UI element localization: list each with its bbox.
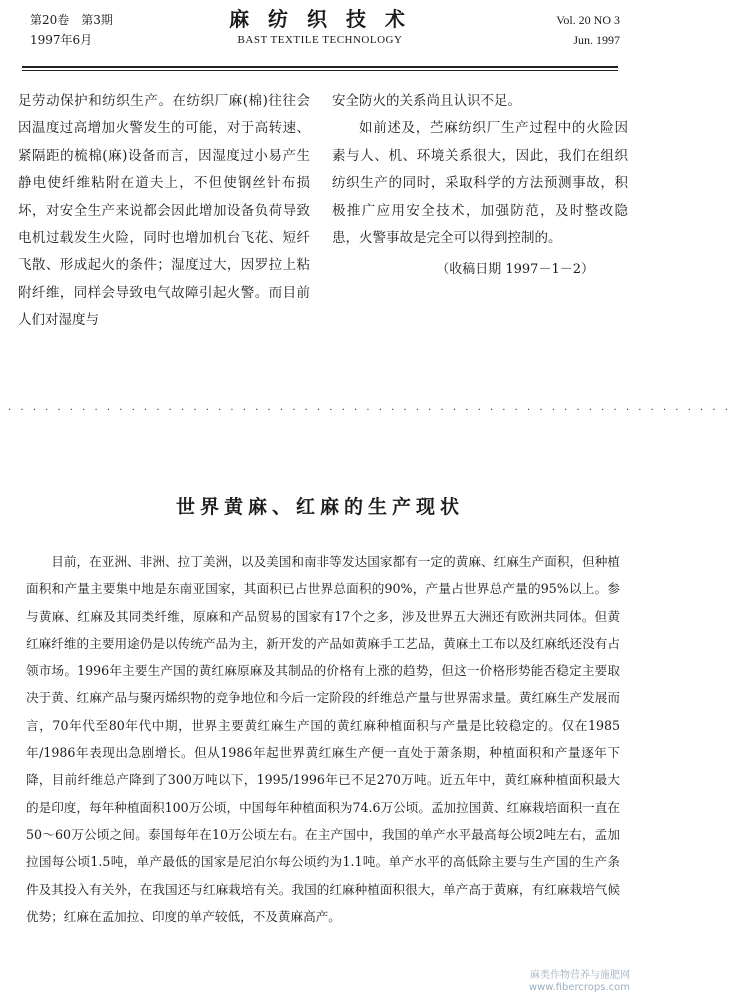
article-separator [8, 401, 731, 421]
site-watermark [529, 970, 630, 994]
article-body [26, 548, 620, 930]
article-body-paragraph: 目前，在亚洲、非洲、拉丁美洲，以及美国和南非等发达国家都有一定的黄麻、红麻生产面积，但种植面积和产量主要集中地是东南亚国家，其面积已占世界总面积的90%，产量占世界总产量的95%以上。参与黄麻、红麻及其同类纤维，原麻和产品贸易的国家有17个之多，涉及世界五大洲还有欧洲共同体。但黄红麻纤维的主要用途仍是以传统产品为主，新开发的产品如黄麻手工艺品，黄麻土工布以及红麻纸还没有占领市场。1996年主要生产国的黄红麻原麻及其制品的价格有上涨的趋势，但这一价格形势能否稳定主要取决于黄、红麻产品与聚丙烯织物的竞争地位和今后一定阶段的纤维总产量与世界需求量。黄红麻生产发展而言，70年代至80年代中期，世界主要黄红麻生产国的黄红麻种植面积与产量是比较稳定的。仅在1985年/1986年表现出急剧增长。但从1986年起世界黄红麻生产便一直处于萧条期，种植面积和产量逐年下降，目前纤维总产降到了300万吨以下，1995/1996年已不足270万吨。近五年中，黄红麻种植面积最大的是印度，每年种植面积100万公顷，中国每年种植面积为74.6万公顷。孟加拉国黄、红麻栽培面积一直在50～60万公顷之间。泰国每年在10万公顷左右。在主产国中，我国的单产水平最高每公顷2吨左右，孟加拉国每公顷1.5吨，单产最低的国家是尼泊尔每公顷约为1.1吨。单产水平的高低除主要与生产国的生产条件及其投入有关外，在我国还与红麻栽培有关。我国的红麻种植面积很大，单产高于黄麻，有红麻栽培气候优势；红麻在孟加拉、印度的单产较低，不及黄麻高产。 [26, 554, 620, 924]
journal-title-en: BAST TEXTILE TECHNOLOGY [237, 34, 403, 46]
header-right [556, 10, 620, 50]
header-rule-thin [22, 70, 618, 71]
separator-dots: · · · · · · · · · · · · · · · · · · · · · · · · · · · · · · · · · · · · · · · · · · · · · · · · · · · · · · · · · · · [8, 405, 731, 416]
previous-article-right-column [332, 88, 628, 284]
header-center [0, 6, 640, 48]
volume-issue: 第20卷 第3期 [30, 13, 113, 27]
volume-en: Vol. 20 NO 3 [556, 13, 620, 27]
publication-date-cn: 1997年6月 [30, 33, 93, 47]
watermark-line-1: 麻类作物营养与施肥网 [530, 970, 630, 981]
publication-date-en: Jun. 1997 [573, 33, 620, 47]
article-title: 世界黄麻、红麻的生产现状 [175, 496, 464, 518]
journal-header [0, 0, 640, 66]
right-column-paragraph-1: 安全防火的关系尚且认识不足。 [332, 93, 521, 109]
received-date: （收稿日期 1997－1－2） [436, 262, 594, 278]
journal-title: 麻 纺 织 技 术 [229, 7, 411, 31]
left-column-paragraph: 足劳动保护和纺织生产。在纺织厂麻(棉)往往会因温度过高增加火警发生的可能，对于高转速、紧隔距的梳棉(麻)设备而言，因湿度过小易产生静电使纤维粘附在道夫上，不但使钢丝针布损坏，对安全生产来说都会因此增加设备负荷导致电机过载发生火险，同时也增加机台飞花、短纤飞散、形成起火的条件；湿度过大，因罗拉上粘附纤维，同样会导致电气故障引起火警。而目前人们对湿度与 [18, 93, 310, 329]
header-rule-thick [22, 66, 618, 68]
previous-article-left-column [18, 88, 310, 335]
watermark-line-2: www.fibercrops.com [528, 982, 630, 993]
right-column-paragraph-2: 如前述及，苎麻纺织厂生产过程中的火险因素与人、机、环境关系很大，因此，我们在组织纺织生产的同时，采取科学的方法预测事故，积极推广应用安全技术，加强防范，及时整改隐患，火警事故是完全可以得到控制的。 [332, 120, 628, 247]
